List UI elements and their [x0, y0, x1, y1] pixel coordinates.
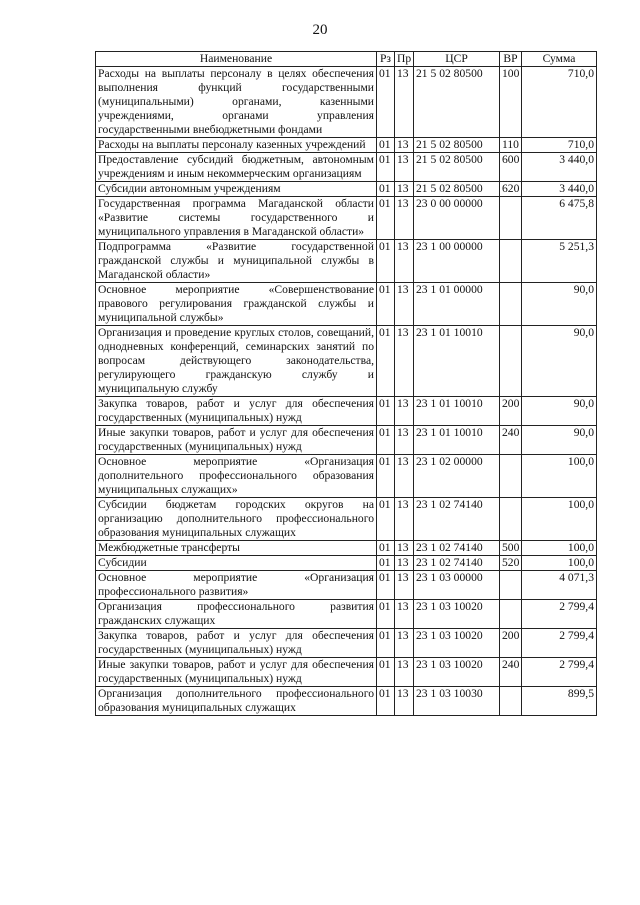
- row-pr-cell: 13: [395, 240, 414, 283]
- row-rz-cell: 01: [377, 571, 395, 600]
- row-csr-cell: 23 1 02 74140: [414, 556, 500, 571]
- row-pr-cell: 13: [395, 571, 414, 600]
- row-name-cell: Субсидии: [96, 556, 377, 571]
- table-row: [96, 426, 597, 455]
- row-sum-cell: 899,5: [522, 687, 597, 716]
- row-vr-cell: [500, 326, 522, 397]
- row-name-cell: Организация дополнительного профессионального образования муниципальных служащих: [96, 687, 377, 716]
- row-sum-cell: 100,0: [522, 541, 597, 556]
- row-pr-cell: 13: [395, 197, 414, 240]
- row-rz-cell: 01: [377, 138, 395, 153]
- row-vr-cell: 520: [500, 556, 522, 571]
- row-csr-cell: 23 1 03 10030: [414, 687, 500, 716]
- row-csr-cell: 23 1 03 00000: [414, 571, 500, 600]
- table-row: [96, 629, 597, 658]
- row-pr-cell: 13: [395, 455, 414, 498]
- row-rz-cell: 01: [377, 658, 395, 687]
- row-csr-cell: 23 1 00 00000: [414, 240, 500, 283]
- table-row: [96, 397, 597, 426]
- row-rz-cell: 01: [377, 498, 395, 541]
- table-row: [96, 600, 597, 629]
- row-vr-cell: 600: [500, 153, 522, 182]
- row-csr-cell: 21 5 02 80500: [414, 182, 500, 197]
- row-csr-cell: 23 1 01 10010: [414, 397, 500, 426]
- row-name-cell: Основное мероприятие «Организация дополнительного профессионального образования муниципальных служащих»: [96, 455, 377, 498]
- row-csr-cell: 21 5 02 80500: [414, 153, 500, 182]
- row-name-cell: Государственная программа Магаданской области «Развитие системы государственного и муниципального управления в Магаданской области»: [96, 197, 377, 240]
- row-csr-cell: 23 0 00 00000: [414, 197, 500, 240]
- row-pr-cell: 13: [395, 687, 414, 716]
- row-vr-cell: 240: [500, 658, 522, 687]
- table-row: [96, 498, 597, 541]
- row-csr-cell: 23 1 03 10020: [414, 629, 500, 658]
- row-pr-cell: 13: [395, 600, 414, 629]
- row-rz-cell: 01: [377, 67, 395, 138]
- row-name-cell: Подпрограмма «Развитие государственной гражданской службы и муниципальной службы в Магаданской области»: [96, 240, 377, 283]
- row-csr-cell: 23 1 02 74140: [414, 498, 500, 541]
- row-csr-cell: 23 1 02 74140: [414, 541, 500, 556]
- row-pr-cell: 13: [395, 67, 414, 138]
- row-sum-cell: 90,0: [522, 397, 597, 426]
- row-pr-cell: 13: [395, 153, 414, 182]
- row-pr-cell: 13: [395, 138, 414, 153]
- row-rz-cell: 01: [377, 600, 395, 629]
- row-rz-cell: 01: [377, 153, 395, 182]
- row-vr-cell: 620: [500, 182, 522, 197]
- row-csr-cell: 23 1 01 10010: [414, 426, 500, 455]
- row-sum-cell: 90,0: [522, 326, 597, 397]
- page-number: 20: [312, 22, 328, 38]
- row-sum-cell: 3 440,0: [522, 182, 597, 197]
- table-row: [96, 240, 597, 283]
- row-vr-cell: 500: [500, 541, 522, 556]
- row-pr-cell: 13: [395, 556, 414, 571]
- table-row: [96, 138, 597, 153]
- row-sum-cell: 90,0: [522, 283, 597, 326]
- row-vr-cell: [500, 283, 522, 326]
- row-pr-cell: 13: [395, 658, 414, 687]
- row-rz-cell: 01: [377, 629, 395, 658]
- row-name-cell: Основное мероприятие «Совершенствование правового регулирования гражданской службы и муниципальной службы»: [96, 283, 377, 326]
- header-vr: ВР: [500, 52, 522, 67]
- row-sum-cell: 3 440,0: [522, 153, 597, 182]
- row-vr-cell: [500, 240, 522, 283]
- row-vr-cell: 100: [500, 67, 522, 138]
- row-vr-cell: [500, 687, 522, 716]
- table-row: [96, 182, 597, 197]
- row-csr-cell: 23 1 02 00000: [414, 455, 500, 498]
- row-name-cell: Субсидии автономным учреждениям: [96, 182, 377, 197]
- table-header-row: [96, 52, 597, 67]
- table-row: [96, 556, 597, 571]
- row-csr-cell: 23 1 01 00000: [414, 283, 500, 326]
- row-vr-cell: [500, 498, 522, 541]
- row-sum-cell: 4 071,3: [522, 571, 597, 600]
- row-vr-cell: 200: [500, 629, 522, 658]
- row-name-cell: Иные закупки товаров, работ и услуг для обеспечения государственных (муниципальных) нужд: [96, 426, 377, 455]
- row-vr-cell: 110: [500, 138, 522, 153]
- row-sum-cell: 710,0: [522, 138, 597, 153]
- table-row: [96, 326, 597, 397]
- table-row: [96, 153, 597, 182]
- row-name-cell: Расходы на выплаты персоналу в целях обеспечения выполнения функций государственными (муниципальными) органами, казенными учреждениями, органами управления государственными внебюджетными фондами: [96, 67, 377, 138]
- row-name-cell: Закупка товаров, работ и услуг для обеспечения государственных (муниципальных) нужд: [96, 629, 377, 658]
- row-sum-cell: 6 475,8: [522, 197, 597, 240]
- row-csr-cell: 21 5 02 80500: [414, 138, 500, 153]
- header-csr: ЦСР: [414, 52, 500, 67]
- row-csr-cell: 21 5 02 80500: [414, 67, 500, 138]
- row-rz-cell: 01: [377, 426, 395, 455]
- row-name-cell: Закупка товаров, работ и услуг для обеспечения государственных (муниципальных) нужд: [96, 397, 377, 426]
- row-name-cell: Межбюджетные трансферты: [96, 541, 377, 556]
- row-csr-cell: 23 1 01 10010: [414, 326, 500, 397]
- row-sum-cell: 5 251,3: [522, 240, 597, 283]
- row-name-cell: Основное мероприятие «Организация профессионального развития»: [96, 571, 377, 600]
- row-rz-cell: 01: [377, 687, 395, 716]
- row-sum-cell: 100,0: [522, 498, 597, 541]
- row-vr-cell: [500, 600, 522, 629]
- row-sum-cell: 100,0: [522, 455, 597, 498]
- row-csr-cell: 23 1 03 10020: [414, 658, 500, 687]
- row-vr-cell: 200: [500, 397, 522, 426]
- row-rz-cell: 01: [377, 541, 395, 556]
- budget-table: [95, 51, 597, 716]
- row-name-cell: Расходы на выплаты персоналу казенных учреждений: [96, 138, 377, 153]
- row-rz-cell: 01: [377, 455, 395, 498]
- row-rz-cell: 01: [377, 197, 395, 240]
- row-pr-cell: 13: [395, 629, 414, 658]
- table-row: [96, 541, 597, 556]
- row-name-cell: Организация профессионального развития гражданских служащих: [96, 600, 377, 629]
- header-sum: Сумма: [522, 52, 597, 67]
- row-pr-cell: 13: [395, 397, 414, 426]
- header-pr: Пр: [395, 52, 414, 67]
- row-pr-cell: 13: [395, 182, 414, 197]
- row-sum-cell: 2 799,4: [522, 600, 597, 629]
- row-name-cell: Предоставление субсидий бюджетным, автономным учреждениям и иным некоммерческим организациям: [96, 153, 377, 182]
- table-row: [96, 197, 597, 240]
- row-sum-cell: 2 799,4: [522, 629, 597, 658]
- row-sum-cell: 90,0: [522, 426, 597, 455]
- row-csr-cell: 23 1 03 10020: [414, 600, 500, 629]
- table-row: [96, 67, 597, 138]
- table-row: [96, 455, 597, 498]
- row-rz-cell: 01: [377, 326, 395, 397]
- row-rz-cell: 01: [377, 182, 395, 197]
- row-name-cell: Субсидии бюджетам городских округов на организацию дополнительного профессионального образования муниципальных служащих: [96, 498, 377, 541]
- row-sum-cell: 100,0: [522, 556, 597, 571]
- row-vr-cell: [500, 197, 522, 240]
- row-name-cell: Иные закупки товаров, работ и услуг для обеспечения государственных (муниципальных) нужд: [96, 658, 377, 687]
- row-rz-cell: 01: [377, 556, 395, 571]
- row-rz-cell: 01: [377, 283, 395, 326]
- header-name: Наименование: [96, 52, 377, 67]
- row-rz-cell: 01: [377, 240, 395, 283]
- row-pr-cell: 13: [395, 326, 414, 397]
- row-pr-cell: 13: [395, 498, 414, 541]
- row-sum-cell: 710,0: [522, 67, 597, 138]
- row-pr-cell: 13: [395, 541, 414, 556]
- row-pr-cell: 13: [395, 283, 414, 326]
- table-row: [96, 687, 597, 716]
- row-vr-cell: [500, 455, 522, 498]
- table-row: [96, 571, 597, 600]
- row-vr-cell: 240: [500, 426, 522, 455]
- table-row: [96, 283, 597, 326]
- header-rz: Рз: [377, 52, 395, 67]
- row-pr-cell: 13: [395, 426, 414, 455]
- row-vr-cell: [500, 571, 522, 600]
- row-name-cell: Организация и проведение круглых столов, совещаний, однодневных конференций, семинарских занятий по вопросам действующего законодательства, регулирующего гражданскую службу и муниципальную службу: [96, 326, 377, 397]
- row-sum-cell: 2 799,4: [522, 658, 597, 687]
- table-row: [96, 658, 597, 687]
- row-rz-cell: 01: [377, 397, 395, 426]
